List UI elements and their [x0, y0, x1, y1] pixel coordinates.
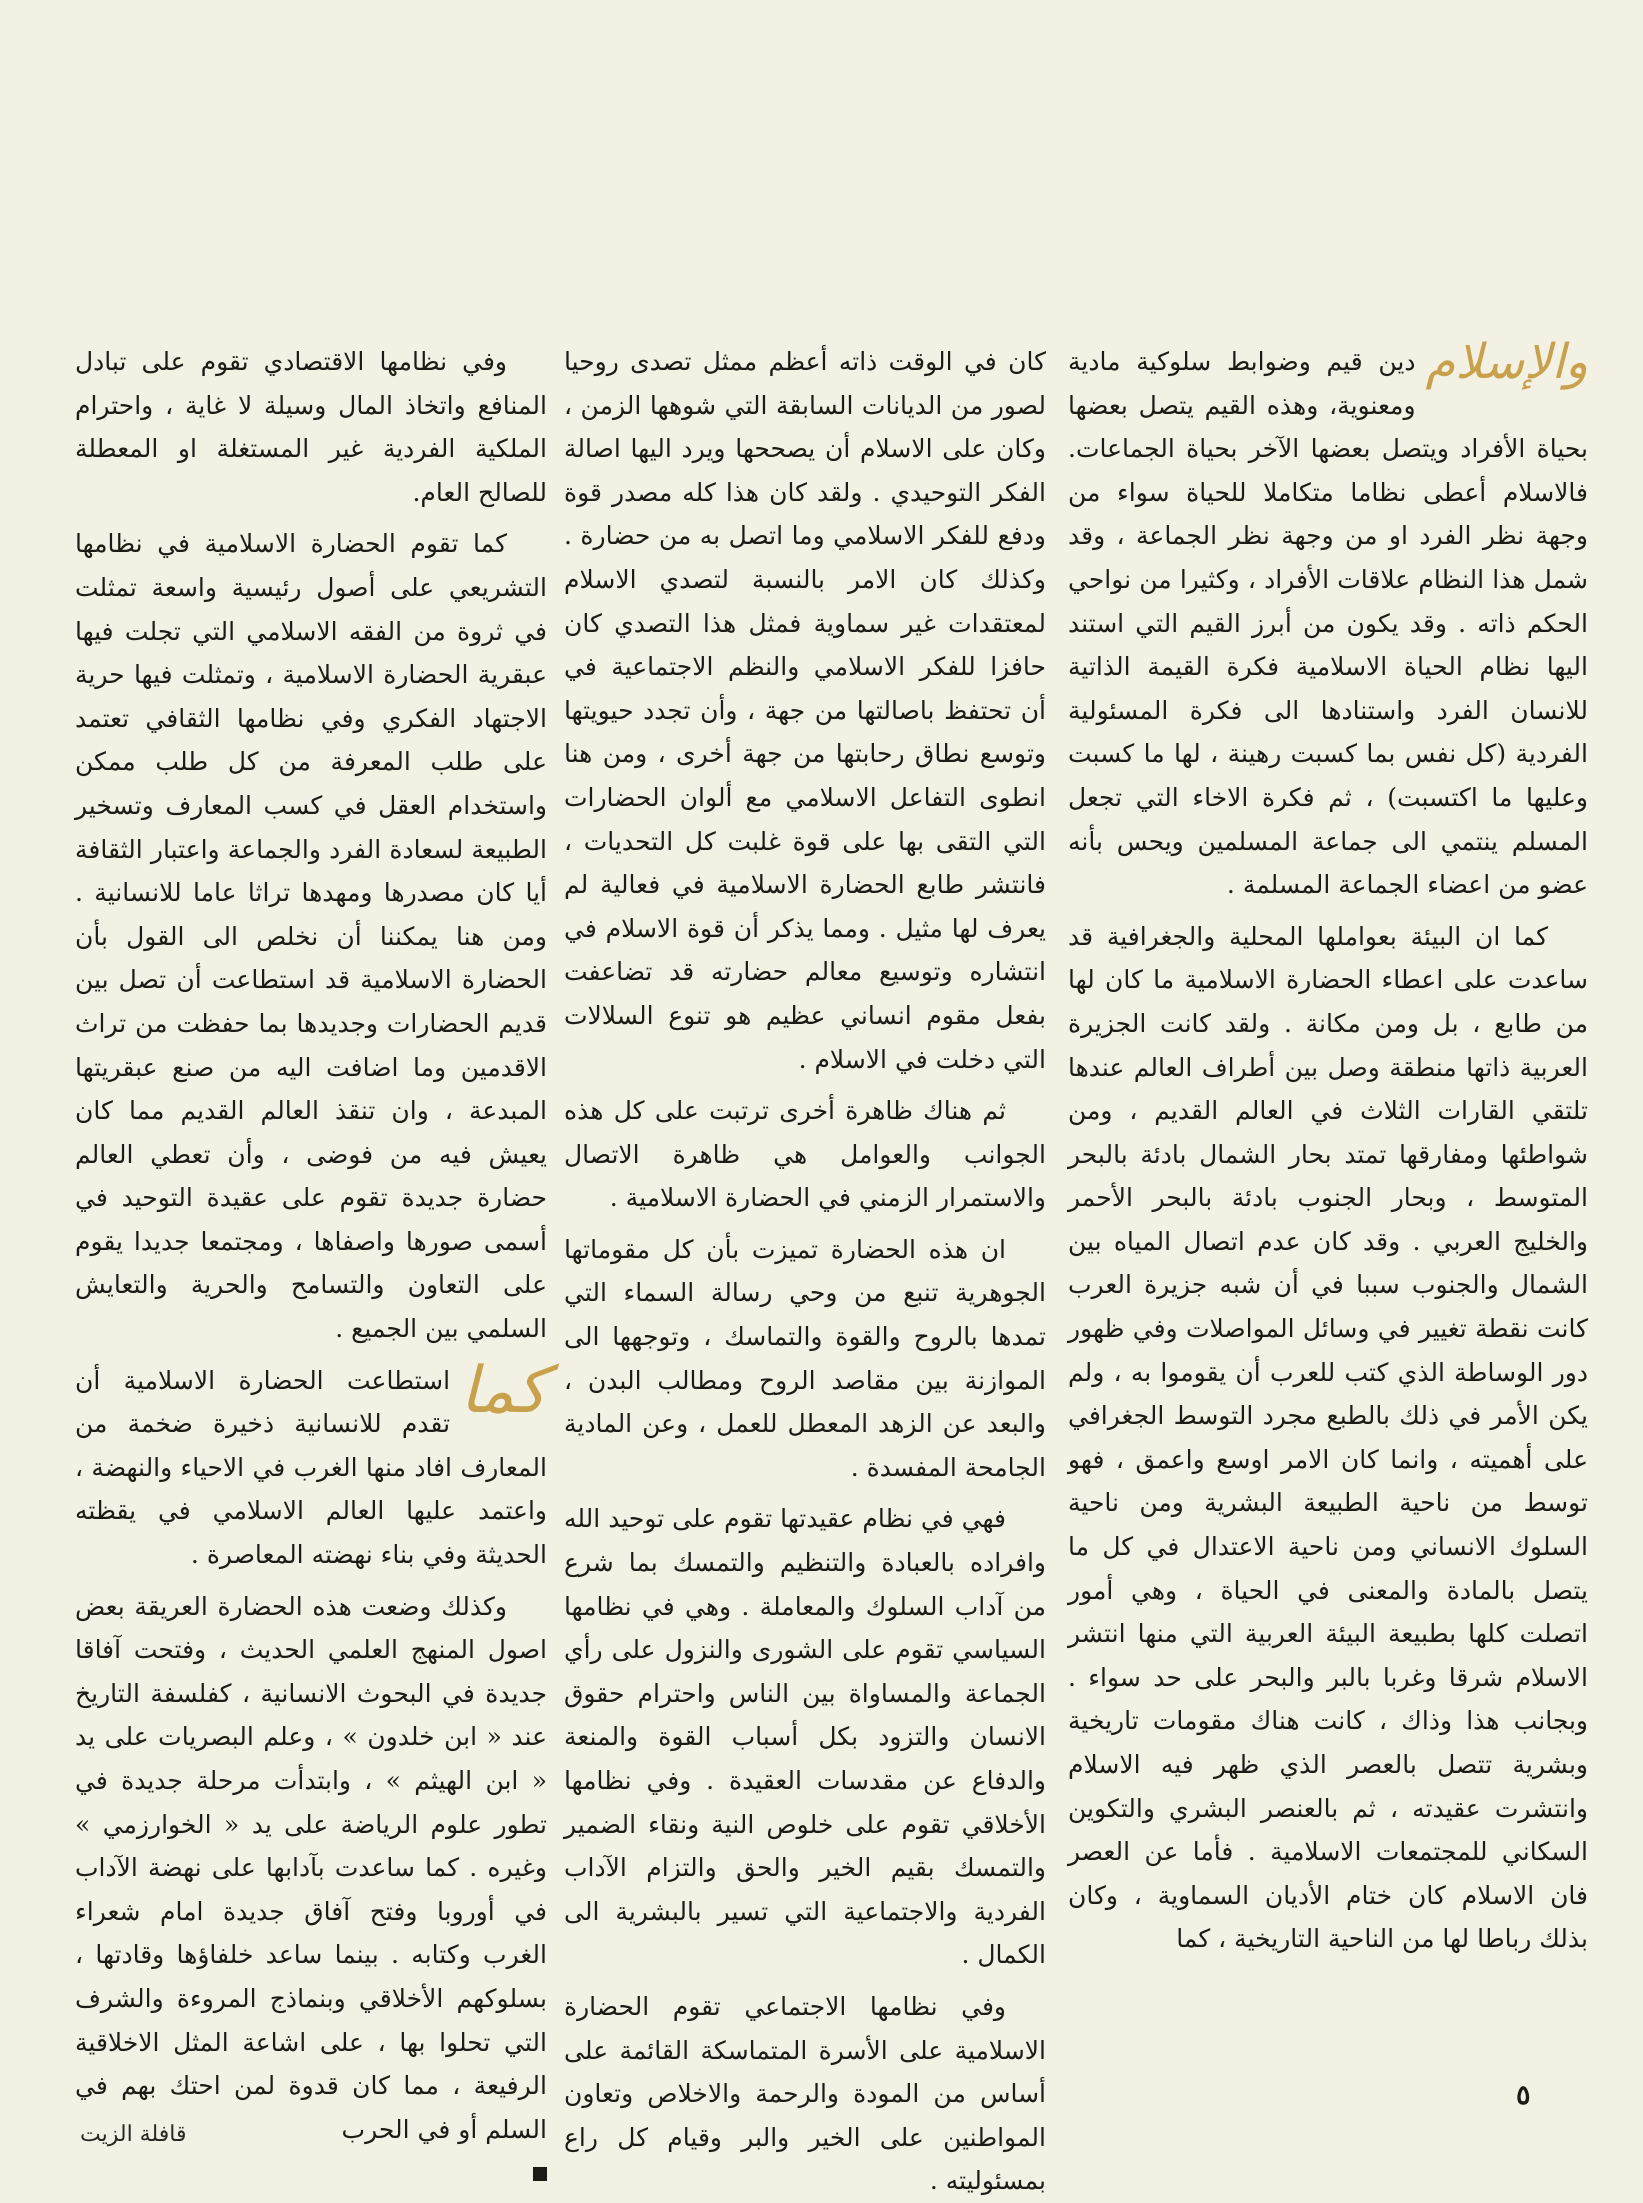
article-column-middle [564, 340, 1046, 2203]
paragraph-text: استطاعت الحضارة الاسلامية أن تقدم للانسانية ذخيرة ضخمة من المعارف افاد منها الغرب في الاحياء والنهضة ، واعتمد عليها العالم الاسلامي في يقظته الحديثة وفي بناء نهضته المعاصرة . [75, 1365, 547, 1570]
paragraph: ثم هناك ظاهرة أخرى ترتبت على كل هذه الجوانب والعوامل هي ظاهرة الاتصال والاستمرار الزمني في الحضارة الاسلامية . [564, 1096, 1046, 1213]
paragraph: كما ان البيئة بعواملها المحلية والجغرافية قد ساعدت على اعطاء الحضارة الاسلامية ما كان لها من طابع ، بل ومن مكانة . ولقد كانت الجزيرة العربية ذاتها منطقة وصل بين أطراف العالم عندها تلتقي القارات الثلاث في العالم القديم ، ومن شواطئها ومفارقها تمتد بحار الشمال بادئة بالبحر المتوسط ، وبحار الجنوب بادئة بالبحر الأحمر والخليج العربي . وقد كان عدم اتصال المياه بين الشمال والجنوب سببا في أن شبه جزيرة العرب كانت نقطة تغيير في وسائل المواصلات وفي ظهور دور الوساطة الذي كتب للعرب أن يقوموا به ، ولم يكن الأمر في ذلك بالطبع مجرد التوسط الجغرافي على أهميته ، وانما كان الامر اوسع واعمق ، فهو توسط من ناحية الطبيعة البشرية ومن ناحية السلوك الانساني ومن ناحية الاعتدال في كل ما يتصل بالمادة والمعنى في الحياة ، وهي أمور اتصلت كلها بطبيعة البيئة العربية التي منها انتشر الاسلام شرقا وغربا بالبر والبحر على حد سواء . وبجانب هذا وذاك ، كانت هناك مقومات تاريخية وبشرية تتصل بالعصر الذي ظهر فيه الاسلام وانتشرت عقيدته ، ثم بالعنصر البشري والتكوين السكاني للمجتمعات الاسلامية . فأما عن العصر فان الاسلام كان ختام الأديان السماوية ، وكان بذلك رباطا لها من الناحية التاريخية ، كما [1068, 921, 1588, 1954]
dropcap-title: والإسلام [1425, 334, 1588, 390]
paragraph: ان هذه الحضارة تميزت بأن كل مقوماتها الجوهرية تنبع من وحي رسالة السماء التي تمدها بالروح والقوة والتماسك ، وتوجهها الى الموازنة بين مقاصد الروح ومطالب البدن ، والبعد عن الزهد المعطل للعمل ، وعن المادية الجامحة المفسدة . [564, 1234, 1046, 1482]
paragraph: فهي في نظام عقيدتها تقوم على توحيد الله وافراده بالعبادة والتنظيم والتمسك بما شرع من آداب السلوك والمعاملة . وهي في نظامها السياسي تقوم على الشورى والنزول على رأي الجماعة والمساواة بين الناس واحترام حقوق الانسان والتزود بكل أسباب القوة والمنعة والدفاع عن مقدسات العقيدة . وفي نظامها الأخلاقي تقوم على خلوص النية ونقاء الضمير والتمسك بقيم الخير والحق والتزام الآداب الفردية والاجتماعية التي تسير بالبشرية الى الكمال . [564, 1504, 1046, 1970]
paragraph: كما تقوم الحضارة الاسلامية في نظامها التشريعي على أصول رئيسية واسعة تمثلت في ثروة من الفقه الاسلامي التي تجلت فيها عبقرية الحضارة الاسلامية ، وتمثلت فيها حرية الاجتهاد الفكري وفي نظامها الثقافي تعتمد على طلب المعرفة من كل طلب ممكن واستخدام العقل في كسب المعارف وتسخير الطبيعة لسعادة الفرد والجماعة واعتبار الثقافة أيا كان مصدرها ومهدها تراثا عاما للانسانية . ومن هنا يمكننا أن نخلص الى القول بأن الحضارة الاسلامية قد استطاعت أن تصل بين قديم الحضارات وجديدها بما حفظت من تراث الاقدمين وما اضافت اليه من صنع عبقريتها المبدعة ، وان تنقذ العالم القديم مما كان يعيش فيه من فوضى ، وأن تعطي العالم حضارة جديدة تقوم على عقيدة التوحيد في أسمى صورها واصفاها ، ومجتمعا جديدا يقوم على التعاون والتسامح والحرية والتعايش السلمي بين الجميع . [75, 529, 547, 1344]
article-column-left [75, 340, 547, 2195]
dropcap-mark: كما [460, 1353, 547, 1428]
end-of-article-mark [533, 2167, 547, 2181]
paragraph: دين قيم وضوابط سلوكية مادية ومعنوية، وهذه القيم يتصل بعضها بحياة الأفراد ويتصل بعضها الآخر بحياة الجماعات. فالاسلام أعطى نظاما متكاملا للحياة سواء من وجهة نظر الفرد او من وجهة نظر الجماعة ، وقد شمل هذا النظام علاقات الأفراد ، وكثيرا من نواحي الحكم ذاته . وقد يكون من أبرز القيم التي استند اليها نظام الحياة الاسلامية فكرة القيمة الذاتية للانسان الفرد واستنادها الى فكرة المسئولية الفردية (كل نفس بما كسبت رهينة ، لها ما كسبت وعليها ما اكتسبت) ، ثم فكرة الاخاء التي تجعل المسلم ينتمي الى جماعة المسلمين ويحس بأنه عضو من اعضاء الجماعة المسلمة . [1068, 347, 1588, 900]
magazine-footer-title: قافلة الزيت [80, 2122, 187, 2147]
paragraph-with-dropcap [75, 1353, 547, 1577]
paragraph: وفي نظامها الاقتصادي تقوم على تبادل المنافع واتخاذ المال وسيلة لا غاية ، واحترام الملكية الفردية غير المستغلة او المعطلة للصالح العام. [75, 347, 547, 507]
page-number: ٥ [1516, 2080, 1531, 2111]
paragraph: وكذلك وضعت هذه الحضارة العريقة بعض اصول المنهج العلمي الحديث ، وفتحت آفاقا جديدة في البحوث الانسانية ، كفلسفة التاريخ عند « ابن خلدون » ، وعلم البصريات على يد « ابن الهيثم » ، وابتدأت مرحلة جديدة في تطور علوم الرياضة على يد « الخوارزمي » وغيره . كما ساعدت بآدابها على نهضة الآداب في أوروبا وفتح آفاق جديدة امام شعراء الغرب وكتابه . بينما ساعد خلفاؤها وقادتها ، بسلوكهم الأخلاقي وبنماذج المروءة والشرف التي تحلوا بها ، على اشاعة المثل الاخلاقية الرفيعة ، مما كان قدوة لمن احتك بهم في السلم أو في الحرب [75, 1591, 547, 2144]
paragraph: وفي نظامها الاجتماعي تقوم الحضارة الاسلامية على الأسرة المتماسكة القائمة على أساس من المودة والرحمة والاخلاص وتعاون المواطنين على الخير والبر وقيام كل راع بمسئوليته . [564, 1991, 1046, 2196]
article-column-right [1068, 334, 1588, 1961]
paragraph: كان في الوقت ذاته أعظم ممثل تصدى روحيا لصور من الديانات السابقة التي شوهها الزمن ، وكان على الاسلام أن يصححها ويرد اليها اصالة الفكر التوحيدي . ولقد كان هذا كله مصدر قوة ودفع للفكر الاسلامي وما اتصل به من حضارة . وكذلك كان الامر بالنسبة لتصدي الاسلام لمعتقدات غير سماوية فمثل هذا التصدي كان حافزا للفكر الاسلامي والنظم الاجتماعية في أن تحتفظ باصالتها من جهة ، وأن تجدد حيويتها وتوسع نطاق رحابتها من جهة أخرى ، ومن هنا انطوى التفاعل الاسلامي مع ألوان الحضارات التي التقى بها على قوة غلبت كل التحديات ، فانتشر طابع الحضارة الاسلامية في فعالية لم يعرف لها مثيل . ومما يذكر أن قوة الاسلام في انتشاره وتوسيع معالم حضارته قد تضاعفت بفعل مقوم انساني عظيم هو تنوع السلالات التي دخلت في الاسلام . [564, 347, 1046, 1074]
